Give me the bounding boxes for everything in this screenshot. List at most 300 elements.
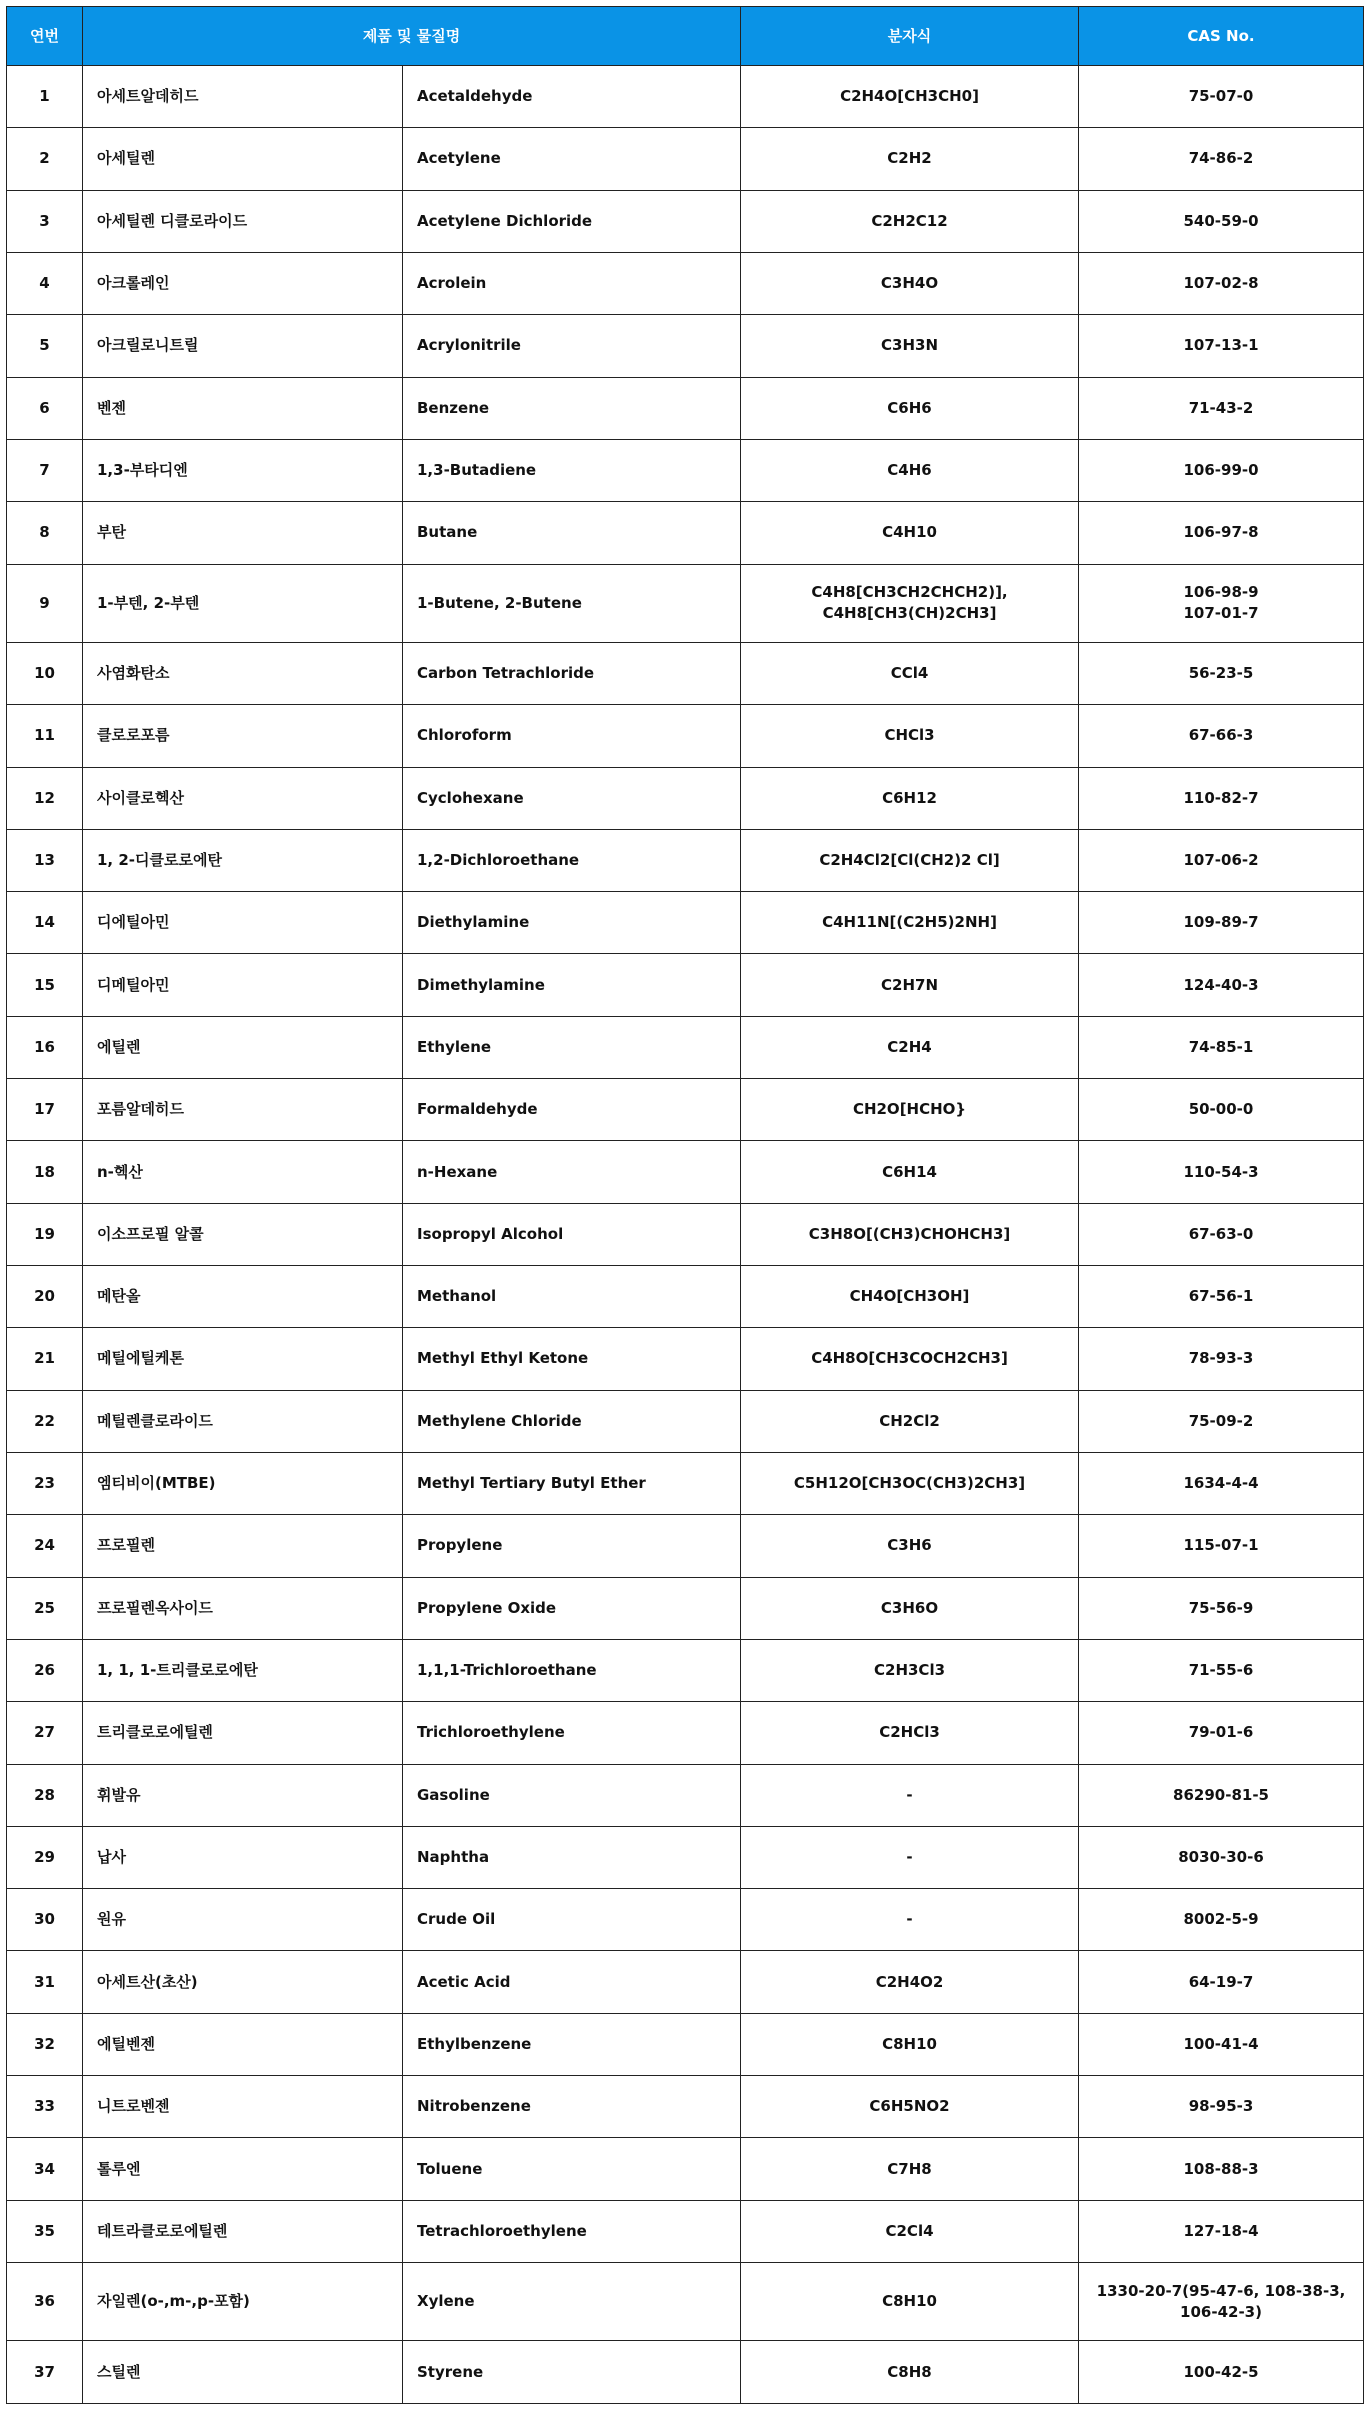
molecular-formula-line: C4H11N[(C2H5)2NH] xyxy=(822,913,997,932)
cas-number xyxy=(1079,2263,1364,2341)
header-formula: 분자식 xyxy=(741,7,1079,66)
table-row xyxy=(7,1577,1364,1639)
cas-number-line: 67-56-1 xyxy=(1188,1287,1254,1306)
molecular-formula-line: C4H6 xyxy=(887,461,932,480)
cas-number xyxy=(1079,1515,1364,1577)
molecular-formula-line: C3H4O xyxy=(880,274,939,293)
molecular-formula-line: C2H3Cl3 xyxy=(874,1661,946,1680)
korean-name: 부탄 xyxy=(83,502,403,564)
molecular-formula xyxy=(741,2013,1079,2075)
molecular-formula xyxy=(741,1390,1079,1452)
korean-name: 사이클로헥산 xyxy=(83,767,403,829)
table-row xyxy=(7,2200,1364,2262)
english-name: Trichloroethylene xyxy=(403,1702,741,1764)
korean-name: 아세틸렌 디클로라이드 xyxy=(83,190,403,252)
molecular-formula xyxy=(741,377,1079,439)
molecular-formula xyxy=(741,2200,1079,2262)
cas-number xyxy=(1079,1889,1364,1951)
row-number: 21 xyxy=(7,1328,83,1390)
table-row xyxy=(7,2263,1364,2341)
cas-number-line: 78-93-3 xyxy=(1188,1349,1254,1368)
table-row xyxy=(7,315,1364,377)
cas-number-line: 50-00-0 xyxy=(1188,1100,1254,1119)
table-row xyxy=(7,1266,1364,1328)
korean-name: 톨루엔 xyxy=(83,2138,403,2200)
row-number: 37 xyxy=(7,2341,83,2404)
english-name: Nitrobenzene xyxy=(403,2076,741,2138)
molecular-formula-line: C6H6 xyxy=(887,398,932,417)
table-row xyxy=(7,2013,1364,2075)
cas-number xyxy=(1079,642,1364,704)
molecular-formula xyxy=(741,1889,1079,1951)
english-name: Naphtha xyxy=(403,1826,741,1888)
molecular-formula xyxy=(741,502,1079,564)
cas-number xyxy=(1079,66,1364,128)
korean-name: 프로필렌 xyxy=(83,1515,403,1577)
table-row xyxy=(7,252,1364,314)
table-row xyxy=(7,1141,1364,1203)
table-row xyxy=(7,1328,1364,1390)
row-number: 29 xyxy=(7,1826,83,1888)
molecular-formula-line: CH2Cl2 xyxy=(879,1411,940,1430)
cas-number-line: 64-19-7 xyxy=(1188,1972,1254,1991)
row-number: 5 xyxy=(7,315,83,377)
table-row xyxy=(7,954,1364,1016)
molecular-formula xyxy=(741,315,1079,377)
cas-number-line: 106-97-8 xyxy=(1183,523,1259,542)
cas-number-line: 110-54-3 xyxy=(1183,1162,1259,1181)
table-row xyxy=(7,829,1364,891)
row-number: 11 xyxy=(7,705,83,767)
english-name: Gasoline xyxy=(403,1764,741,1826)
english-name: Ethylbenzene xyxy=(403,2013,741,2075)
cas-number xyxy=(1079,1079,1364,1141)
table-row xyxy=(7,190,1364,252)
molecular-formula xyxy=(741,829,1079,891)
row-number: 17 xyxy=(7,1079,83,1141)
english-name: Crude Oil xyxy=(403,1889,741,1951)
molecular-formula xyxy=(741,767,1079,829)
header-no: 연번 xyxy=(7,7,83,66)
english-name: n-Hexane xyxy=(403,1141,741,1203)
molecular-formula-line: C3H3N xyxy=(881,336,939,355)
cas-number-line: 67-63-0 xyxy=(1188,1224,1254,1243)
molecular-formula xyxy=(741,66,1079,128)
table-row xyxy=(7,642,1364,704)
molecular-formula-line: C6H14 xyxy=(882,1162,937,1181)
row-number: 24 xyxy=(7,1515,83,1577)
english-name: Butane xyxy=(403,502,741,564)
row-number: 16 xyxy=(7,1016,83,1078)
table-row xyxy=(7,1452,1364,1514)
chemical-substance-table xyxy=(6,6,1364,2404)
cas-number-line: 79-01-6 xyxy=(1188,1723,1254,1742)
table-row xyxy=(7,1639,1364,1701)
cas-number-line: 71-43-2 xyxy=(1188,398,1254,417)
table-row xyxy=(7,1826,1364,1888)
table-row xyxy=(7,439,1364,501)
molecular-formula xyxy=(741,1079,1079,1141)
molecular-formula xyxy=(741,439,1079,501)
molecular-formula xyxy=(741,2341,1079,2404)
molecular-formula xyxy=(741,954,1079,1016)
cas-number xyxy=(1079,829,1364,891)
cas-number-line: 109-89-7 xyxy=(1183,913,1259,932)
molecular-formula xyxy=(741,1764,1079,1826)
cas-number-line: 1634-4-4 xyxy=(1183,1474,1259,1493)
table-row xyxy=(7,2341,1364,2404)
korean-name: 디에틸아민 xyxy=(83,892,403,954)
molecular-formula-line: C4H8O[CH3COCH2CH3] xyxy=(811,1349,1008,1368)
table-row xyxy=(7,1702,1364,1764)
cas-number xyxy=(1079,1016,1364,1078)
molecular-formula-line: C4H10 xyxy=(882,523,937,542)
korean-name: 1-부텐, 2-부텐 xyxy=(83,564,403,642)
korean-name: 스틸렌 xyxy=(83,2341,403,2404)
korean-name: 에틸렌 xyxy=(83,1016,403,1078)
cas-number xyxy=(1079,1452,1364,1514)
cas-number-line: 100-42-5 xyxy=(1183,2362,1259,2381)
cas-number-line: 56-23-5 xyxy=(1188,664,1254,683)
molecular-formula xyxy=(741,1515,1079,1577)
cas-number xyxy=(1079,190,1364,252)
cas-number xyxy=(1079,2013,1364,2075)
cas-number xyxy=(1079,439,1364,501)
english-name: Methanol xyxy=(403,1266,741,1328)
cas-number xyxy=(1079,128,1364,190)
cas-number-line: 108-88-3 xyxy=(1183,2159,1259,2178)
molecular-formula-line: - xyxy=(906,1847,913,1866)
table-row xyxy=(7,892,1364,954)
korean-name: 아세틸렌 xyxy=(83,128,403,190)
cas-number-line: 75-56-9 xyxy=(1188,1598,1254,1617)
molecular-formula-line: C2H4O[CH3CH0] xyxy=(840,87,979,106)
cas-number-line: 86290-81-5 xyxy=(1173,1785,1269,1804)
cas-number-line: 540-59-0 xyxy=(1183,211,1259,230)
cas-number xyxy=(1079,892,1364,954)
molecular-formula-line: CHCl3 xyxy=(884,726,935,745)
table-row xyxy=(7,2138,1364,2200)
molecular-formula xyxy=(741,564,1079,642)
row-number: 27 xyxy=(7,1702,83,1764)
cas-number xyxy=(1079,705,1364,767)
molecular-formula-line: CH4O[CH3OH] xyxy=(849,1287,970,1306)
cas-number xyxy=(1079,377,1364,439)
table-row xyxy=(7,1951,1364,2013)
row-number: 6 xyxy=(7,377,83,439)
molecular-formula-line: CH2O[HCHO} xyxy=(852,1100,967,1119)
cas-number-line: 127-18-4 xyxy=(1183,2221,1259,2240)
table-body xyxy=(7,66,1364,2404)
row-number: 12 xyxy=(7,767,83,829)
english-name: Benzene xyxy=(403,377,741,439)
header-name: 제품 및 물질명 xyxy=(83,7,741,66)
english-name: Acrylonitrile xyxy=(403,315,741,377)
korean-name: 자일렌(o-,m-,p-포함) xyxy=(83,2263,403,2341)
english-name: Toluene xyxy=(403,2138,741,2200)
table-row xyxy=(7,1079,1364,1141)
cas-number-line: 8030-30-6 xyxy=(1178,1847,1264,1866)
cas-number xyxy=(1079,1141,1364,1203)
table-row xyxy=(7,1203,1364,1265)
row-number: 36 xyxy=(7,2263,83,2341)
table-row xyxy=(7,1390,1364,1452)
row-number: 3 xyxy=(7,190,83,252)
english-name: 1-Butene, 2-Butene xyxy=(403,564,741,642)
table-row xyxy=(7,564,1364,642)
cas-number-line: 107-02-8 xyxy=(1183,274,1259,293)
table-row xyxy=(7,128,1364,190)
cas-number xyxy=(1079,2138,1364,2200)
molecular-formula xyxy=(741,1266,1079,1328)
row-number: 35 xyxy=(7,2200,83,2262)
english-name: Acetylene Dichloride xyxy=(403,190,741,252)
korean-name: 사염화탄소 xyxy=(83,642,403,704)
cas-number xyxy=(1079,1951,1364,2013)
row-number: 30 xyxy=(7,1889,83,1951)
row-number: 7 xyxy=(7,439,83,501)
korean-name: 1, 1, 1-트리클로로에탄 xyxy=(83,1639,403,1701)
cas-number-line: 1330-20-7(95-47-6, 108-38-3, xyxy=(1096,2281,1346,2300)
cas-number-line: 115-07-1 xyxy=(1183,1536,1259,1555)
row-number: 14 xyxy=(7,892,83,954)
molecular-formula-line: C2H2 xyxy=(887,149,932,168)
table-row xyxy=(7,1016,1364,1078)
cas-number-line: 107-13-1 xyxy=(1183,336,1259,355)
molecular-formula xyxy=(741,1452,1079,1514)
molecular-formula-line: CCl4 xyxy=(890,664,929,683)
table-row xyxy=(7,1515,1364,1577)
korean-name: n-헥산 xyxy=(83,1141,403,1203)
molecular-formula-line: C8H10 xyxy=(882,2292,937,2311)
molecular-formula xyxy=(741,892,1079,954)
molecular-formula-line: C4H8[CH3CH2CHCH2)], xyxy=(811,583,1008,602)
cas-number-line: 107-01-7 xyxy=(1183,604,1259,623)
korean-name: 아세트알데히드 xyxy=(83,66,403,128)
row-number: 2 xyxy=(7,128,83,190)
english-name: Isopropyl Alcohol xyxy=(403,1203,741,1265)
korean-name: 아세트산(초산) xyxy=(83,1951,403,2013)
row-number: 32 xyxy=(7,2013,83,2075)
molecular-formula-line: C3H6 xyxy=(887,1536,932,1555)
row-number: 4 xyxy=(7,252,83,314)
table-row xyxy=(7,377,1364,439)
molecular-formula-line: C2H4O2 xyxy=(875,1972,944,1991)
korean-name: 메틸에틸케톤 xyxy=(83,1328,403,1390)
cas-number xyxy=(1079,1328,1364,1390)
cas-number-line: 110-82-7 xyxy=(1183,788,1259,807)
cas-number xyxy=(1079,1764,1364,1826)
english-name: Styrene xyxy=(403,2341,741,2404)
table-row xyxy=(7,502,1364,564)
cas-number xyxy=(1079,564,1364,642)
row-number: 25 xyxy=(7,1577,83,1639)
cas-number xyxy=(1079,1203,1364,1265)
korean-name: 니트로벤젠 xyxy=(83,2076,403,2138)
table-row xyxy=(7,705,1364,767)
molecular-formula-line: C2H7N xyxy=(881,975,939,994)
english-name: Tetrachloroethylene xyxy=(403,2200,741,2262)
korean-name: 프로필렌옥사이드 xyxy=(83,1577,403,1639)
english-name: Methyl Ethyl Ketone xyxy=(403,1328,741,1390)
molecular-formula xyxy=(741,252,1079,314)
molecular-formula xyxy=(741,1577,1079,1639)
molecular-formula-line: C5H12O[CH3OC(CH3)2CH3] xyxy=(793,1474,1026,1493)
row-number: 19 xyxy=(7,1203,83,1265)
korean-name: 트리클로로에틸렌 xyxy=(83,1702,403,1764)
molecular-formula xyxy=(741,1951,1079,2013)
english-name: Xylene xyxy=(403,2263,741,2341)
molecular-formula-line: - xyxy=(906,1785,913,1804)
row-number: 13 xyxy=(7,829,83,891)
english-name: Formaldehyde xyxy=(403,1079,741,1141)
korean-name: 아크롤레인 xyxy=(83,252,403,314)
molecular-formula xyxy=(741,1328,1079,1390)
molecular-formula xyxy=(741,2076,1079,2138)
english-name: Ethylene xyxy=(403,1016,741,1078)
cas-number-line: 67-66-3 xyxy=(1188,726,1254,745)
molecular-formula-line: C3H8O[(CH3)CHOHCH3] xyxy=(808,1224,1011,1243)
row-number: 8 xyxy=(7,502,83,564)
korean-name: 포름알데히드 xyxy=(83,1079,403,1141)
row-number: 15 xyxy=(7,954,83,1016)
cas-number xyxy=(1079,315,1364,377)
row-number: 10 xyxy=(7,642,83,704)
table-header-row xyxy=(7,7,1364,66)
cas-number-line: 74-85-1 xyxy=(1188,1037,1254,1056)
korean-name: 아크릴로니트릴 xyxy=(83,315,403,377)
english-name: Dimethylamine xyxy=(403,954,741,1016)
row-number: 9 xyxy=(7,564,83,642)
korean-name: 납사 xyxy=(83,1826,403,1888)
cas-number-line: 8002-5-9 xyxy=(1183,1910,1259,1929)
korean-name: 1,3-부타디엔 xyxy=(83,439,403,501)
row-number: 28 xyxy=(7,1764,83,1826)
cas-number xyxy=(1079,1266,1364,1328)
korean-name: 클로로포름 xyxy=(83,705,403,767)
cas-number xyxy=(1079,502,1364,564)
cas-number-line: 100-41-4 xyxy=(1183,2034,1259,2053)
row-number: 18 xyxy=(7,1141,83,1203)
molecular-formula xyxy=(741,1826,1079,1888)
table-row xyxy=(7,1889,1364,1951)
molecular-formula xyxy=(741,642,1079,704)
cas-number xyxy=(1079,2341,1364,2404)
english-name: Acetylene xyxy=(403,128,741,190)
cas-number-line: 106-42-3) xyxy=(1180,2302,1262,2321)
cas-number-line: 75-09-2 xyxy=(1188,1411,1254,1430)
english-name: Propylene xyxy=(403,1515,741,1577)
english-name: Carbon Tetrachloride xyxy=(403,642,741,704)
english-name: Acetic Acid xyxy=(403,1951,741,2013)
molecular-formula-line: C2H2C12 xyxy=(871,211,948,230)
cas-number xyxy=(1079,1826,1364,1888)
molecular-formula-line: C2H4 xyxy=(887,1037,932,1056)
cas-number xyxy=(1079,954,1364,1016)
korean-name: 엠티비이(MTBE) xyxy=(83,1452,403,1514)
cas-number xyxy=(1079,1702,1364,1764)
korean-name: 테트라클로로에틸렌 xyxy=(83,2200,403,2262)
molecular-formula xyxy=(741,128,1079,190)
molecular-formula-line: - xyxy=(906,1910,913,1929)
molecular-formula-line: C8H8 xyxy=(887,2362,932,2381)
molecular-formula-line: C6H12 xyxy=(882,788,937,807)
molecular-formula xyxy=(741,190,1079,252)
cas-number xyxy=(1079,1639,1364,1701)
row-number: 31 xyxy=(7,1951,83,2013)
molecular-formula-line: C2Cl4 xyxy=(885,2221,934,2240)
table-row xyxy=(7,66,1364,128)
english-name: 1,1,1-Trichloroethane xyxy=(403,1639,741,1701)
molecular-formula-line: C2HCl3 xyxy=(879,1723,940,1742)
row-number: 22 xyxy=(7,1390,83,1452)
molecular-formula-line: C6H5NO2 xyxy=(869,2097,950,2116)
molecular-formula xyxy=(741,2138,1079,2200)
cas-number xyxy=(1079,2200,1364,2262)
cas-number-line: 98-95-3 xyxy=(1188,2097,1254,2116)
molecular-formula xyxy=(741,1203,1079,1265)
molecular-formula xyxy=(741,705,1079,767)
cas-number-line: 124-40-3 xyxy=(1183,975,1259,994)
korean-name: 에틸벤젠 xyxy=(83,2013,403,2075)
english-name: Cyclohexane xyxy=(403,767,741,829)
header-cas: CAS No. xyxy=(1079,7,1364,66)
english-name: 1,2-Dichloroethane xyxy=(403,829,741,891)
row-number: 20 xyxy=(7,1266,83,1328)
korean-name: 메틸렌클로라이드 xyxy=(83,1390,403,1452)
table-row xyxy=(7,767,1364,829)
row-number: 23 xyxy=(7,1452,83,1514)
molecular-formula-line: C4H8[CH3(CH)2CH3] xyxy=(822,604,997,623)
english-name: Chloroform xyxy=(403,705,741,767)
cas-number-line: 106-98-9 xyxy=(1183,583,1259,602)
korean-name: 1, 2-디클로로에탄 xyxy=(83,829,403,891)
cas-number xyxy=(1079,2076,1364,2138)
cas-number xyxy=(1079,767,1364,829)
cas-number xyxy=(1079,1390,1364,1452)
cas-number xyxy=(1079,1577,1364,1639)
korean-name: 메탄올 xyxy=(83,1266,403,1328)
molecular-formula xyxy=(741,2263,1079,2341)
cas-number xyxy=(1079,252,1364,314)
molecular-formula-line: C2H4Cl2[Cl(CH2)2 Cl] xyxy=(819,850,1000,869)
english-name: Methylene Chloride xyxy=(403,1390,741,1452)
cas-number-line: 107-06-2 xyxy=(1183,850,1259,869)
molecular-formula xyxy=(741,1141,1079,1203)
english-name: Diethylamine xyxy=(403,892,741,954)
cas-number-line: 71-55-6 xyxy=(1188,1661,1254,1680)
molecular-formula-line: C3H6O xyxy=(880,1598,939,1617)
korean-name: 디메틸아민 xyxy=(83,954,403,1016)
english-name: 1,3-Butadiene xyxy=(403,439,741,501)
english-name: Acetaldehyde xyxy=(403,66,741,128)
row-number: 33 xyxy=(7,2076,83,2138)
row-number: 1 xyxy=(7,66,83,128)
table-row xyxy=(7,1764,1364,1826)
cas-number-line: 106-99-0 xyxy=(1183,461,1259,480)
molecular-formula xyxy=(741,1016,1079,1078)
korean-name: 휘발유 xyxy=(83,1764,403,1826)
molecular-formula xyxy=(741,1639,1079,1701)
english-name: Methyl Tertiary Butyl Ether xyxy=(403,1452,741,1514)
korean-name: 벤젠 xyxy=(83,377,403,439)
table-row xyxy=(7,2076,1364,2138)
row-number: 26 xyxy=(7,1639,83,1701)
korean-name: 이소프로필 알콜 xyxy=(83,1203,403,1265)
english-name: Propylene Oxide xyxy=(403,1577,741,1639)
english-name: Acrolein xyxy=(403,252,741,314)
molecular-formula-line: C8H10 xyxy=(882,2034,937,2053)
